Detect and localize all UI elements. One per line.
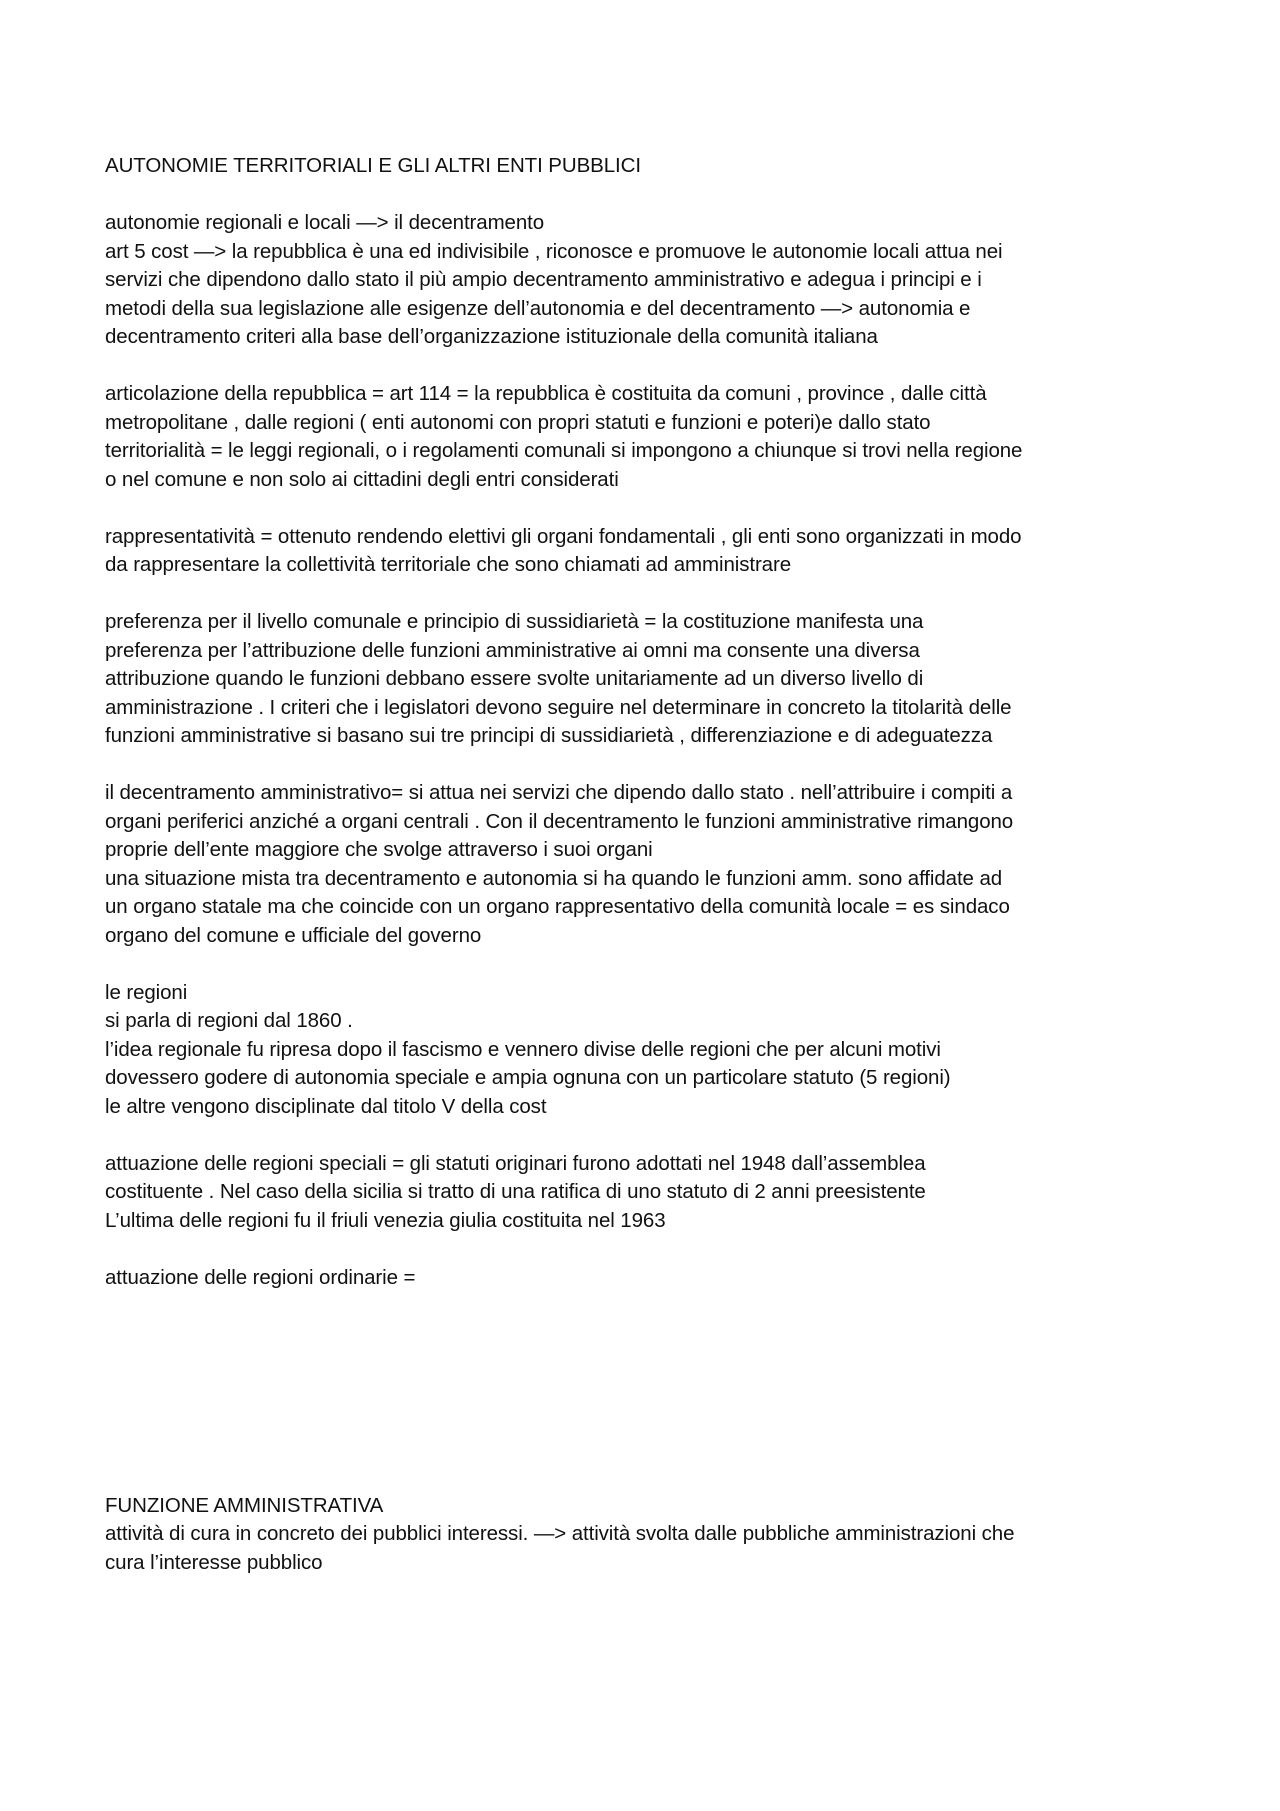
text-line: cura l’interesse pubblico: [105, 1550, 323, 1574]
section-heading: FUNZIONE AMMINISTRATIVA: [105, 1493, 384, 1517]
text-line: le altre vengono disciplinate dal titolo V della cost: [105, 1094, 547, 1118]
text-line: territorialità = le leggi regionali, o i regolamenti comunali si impongono a chiunque si trovi nella regione: [105, 439, 1023, 462]
text-line: attività di cura in concreto dei pubblici interessi. —> attività svolta dalle pubbliche amministrazioni che: [105, 1522, 1015, 1545]
text-line: organi periferici anziché a organi centrali . Con il decentramento le funzioni amministrative rimangono: [105, 809, 1014, 833]
text-line: le regioni: [105, 980, 188, 1004]
paragraph-spacer: [105, 181, 1195, 210]
text-line: autonomie regionali e locali —> il decentramento: [105, 211, 545, 234]
text-line: attribuzione quando le funzioni debbano essere svolte unitariamente ad un diverso livello di: [105, 667, 924, 690]
text-line: servizi che dipendono dallo stato il più ampio decentramento amministrativo e adegua i principi e i: [105, 268, 982, 291]
paragraph-spacer: [105, 580, 1195, 609]
paragraph-spacer: [105, 1121, 1195, 1150]
text-line: dovessero godere di autonomia speciale e ampia ognuna con un particolare statuto (5 regioni): [105, 1066, 951, 1089]
text-line: metodi della sua legislazione alle esigenze dell’autonomia e del decentramento —> autonomia e: [105, 296, 971, 320]
text-line: L’ultima delle regioni fu il friuli venezia giulia costituita nel 1963: [105, 1208, 666, 1232]
paragraph-spacer: [105, 950, 1195, 979]
text-line: il decentramento amministrativo= si attua nei servizi che dipendo dallo stato . nell’attribuire i compiti a: [105, 781, 1013, 804]
text-line: articolazione della repubblica = art 114 = la repubblica è costituita da comuni , province , dalle città: [105, 382, 987, 405]
text-line: o nel comune e non solo ai cittadini degli entri considerati: [105, 467, 619, 491]
section-funzione-amministrativa: [105, 1492, 1195, 1578]
paragraph-regioni: [105, 979, 1195, 1122]
text-line: l’idea regionale fu ripresa dopo il fascismo e vennero divise delle regioni che per alcuni motivi: [105, 1037, 941, 1061]
text-line: funzioni amministrative si basano sui tre principi di sussidiarietà , differenziazione e di adeguatezza: [105, 724, 993, 747]
text-line: una situazione mista tra decentramento e autonomia si ha quando le funzioni amm. sono affidate ad: [105, 866, 1003, 890]
section-spacer: [105, 1292, 1195, 1492]
paragraph-spacer: [105, 494, 1195, 523]
paragraph-regioni-ordinarie: [105, 1264, 1195, 1293]
paragraph-rappresentativita: [105, 523, 1195, 580]
text-line: un organo statale ma che coincide con un organo rappresentativo della comunità locale = es sindaco: [105, 895, 1010, 918]
paragraph-decentramento: [105, 209, 1195, 352]
text-line: decentramento criteri alla base dell’organizzazione istituzionale della comunità italiana: [105, 325, 878, 348]
text-line: attuazione delle regioni ordinarie =: [105, 1265, 416, 1289]
text-line: preferenza per l’attribuzione delle funzioni amministrative ai omni ma consente una diversa: [105, 638, 920, 662]
text-line: da rappresentare la collettività territoriale che sono chiamati ad amministrare: [105, 553, 792, 576]
document-body: [105, 152, 1195, 1577]
paragraph-regioni-speciali: [105, 1150, 1195, 1236]
text-line: costituente . Nel caso della sicilia si tratto di una ratifica di uno statuto di 2 anni preesistente: [105, 1180, 926, 1203]
document-title: AUTONOMIE TERRITORIALI E GLI ALTRI ENTI PUBBLICI: [105, 154, 641, 177]
paragraph-spacer: [105, 352, 1195, 381]
paragraph-articolazione: [105, 380, 1195, 494]
paragraph-spacer: [105, 751, 1195, 780]
text-line: si parla di regioni dal 1860 .: [105, 1009, 353, 1032]
text-line: amministrazione . I criteri che i legislatori devono seguire nel determinare in concreto la titolarità delle: [105, 695, 1012, 719]
paragraph-sussidiarieta: [105, 608, 1195, 751]
text-line: metropolitane , dalle regioni ( enti autonomi con propri statuti e funzioni e poteri)e dallo stato: [105, 410, 931, 434]
text-line: attuazione delle regioni speciali = gli statuti originari furono adottati nel 1948 dall’assemblea: [105, 1151, 926, 1175]
text-line: proprie dell’ente maggiore che svolge attraverso i suoi organi: [105, 838, 653, 861]
paragraph-spacer: [105, 1235, 1195, 1264]
text-line: preferenza per il livello comunale e principio di sussidiarietà = la costituzione manifesta una: [105, 610, 924, 633]
text-line: rappresentatività = ottenuto rendendo elettivi gli organi fondamentali , gli enti sono organizzati in modo: [105, 524, 1022, 548]
paragraph-decentramento-amministrativo: [105, 779, 1195, 950]
text-line: organo del comune e ufficiale del governo: [105, 923, 482, 947]
text-line: art 5 cost —> la repubblica è una ed indivisibile , riconosce e promuove le autonomie locali attua nei: [105, 239, 1003, 263]
